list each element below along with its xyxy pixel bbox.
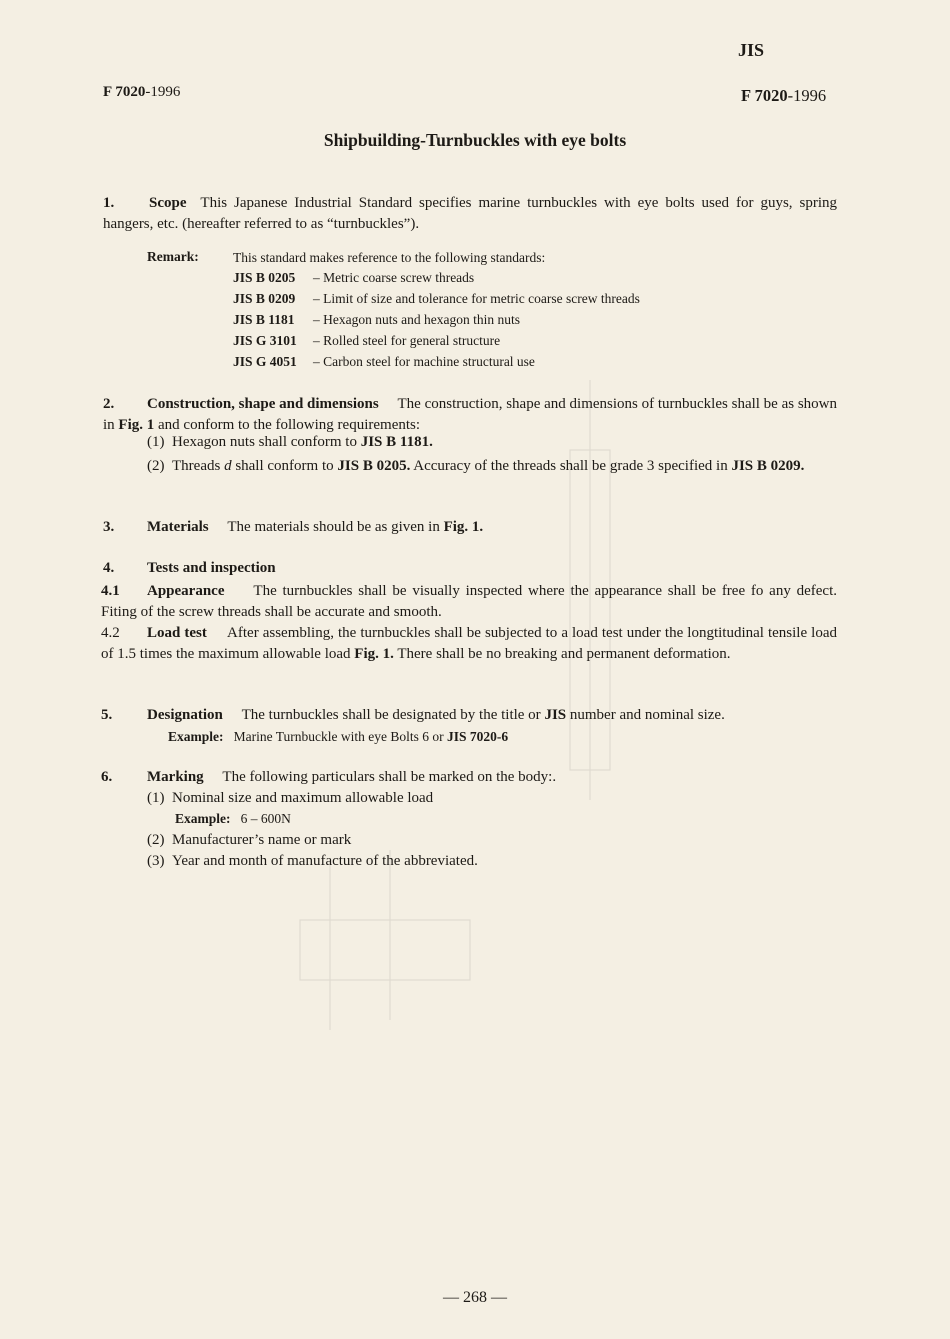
section-tests (103, 560, 276, 577)
reference-code: JIS G 3101 (233, 333, 297, 348)
header-left-number: F 7020 (103, 84, 146, 100)
subsection-text: The turnbuckles shall be visually inspected where the appearance shall be free fo any defect. Fiting of the screw threads shall be accurate and smooth. (101, 583, 837, 620)
item-text: Year and month of manufacture of the abbreviated. (172, 853, 478, 869)
section-heading: Scope (149, 195, 187, 211)
subsection-heading: Load test (147, 625, 207, 641)
example-text: Marine Turnbuckle with eye Bolts 6 or (233, 729, 447, 744)
item-number: (3) (147, 853, 165, 869)
item-reference: JIS B 1181. (360, 434, 433, 450)
item-number: (1) (147, 790, 165, 806)
requirement-item (147, 456, 837, 477)
reference-item (233, 354, 535, 370)
item-text-accuracy: Accuracy of the threads shall be grade 3 specified in (410, 458, 732, 474)
reference-item (233, 291, 640, 307)
header-left-year: -1996 (145, 84, 181, 100)
reference-desc: – Hexagon nuts and hexagon thin nuts (313, 312, 520, 327)
reference-item (233, 270, 474, 286)
header-left-code (103, 84, 180, 101)
section-heading: Tests and inspection (147, 560, 276, 576)
section-heading: Construction, shape and dimensions (147, 396, 379, 412)
figure-reference: Fig. 1 (118, 417, 155, 433)
requirement-item (147, 434, 433, 451)
figure-reference: Fig. 1. (354, 646, 394, 662)
section-number: 1. (103, 195, 115, 211)
section-materials (103, 519, 483, 536)
page-number: — 268 — (443, 1289, 507, 1306)
subsection-number: 4.1 (101, 583, 120, 599)
reference-item (233, 333, 500, 349)
item-reference: JIS B 0205. (337, 458, 411, 474)
item-number: (1) (147, 434, 165, 450)
subsection-text-continued: There shall be no breaking and permanent deformation. (393, 646, 731, 662)
section-text: The turnbuckles shall be designated by the title or (241, 707, 545, 723)
header-right-code (741, 86, 826, 106)
subsection-heading: Appearance (147, 583, 225, 599)
header-right-year: -1996 (787, 86, 827, 105)
section-text: The following particulars shall be marked on the body:. (222, 769, 557, 785)
jis-mark: JIS (738, 40, 765, 60)
item-text: Manufacturer’s name or mark (172, 832, 352, 848)
figure-reference: Fig. 1. (443, 519, 484, 535)
subsection-appearance (101, 581, 837, 623)
document-title: Shipbuilding-Turnbuckles with eye bolts (323, 130, 627, 150)
example-label: Example: (175, 811, 231, 826)
marking-item (147, 832, 351, 849)
item-number: (2) (147, 458, 165, 474)
section-number: 6. (101, 769, 113, 785)
section-text: The construction, shape and dimensions of turnbuckles shall be as shown in (103, 396, 838, 433)
example-text: 6 – 600N (240, 811, 291, 826)
section-text: This Japanese Industrial Standard specifies marine turnbuckles with eye bolts used for guys, spring hangers, etc. (hereafter referred to as “turnbuckles”). (103, 195, 837, 232)
header-right-number: F 7020 (741, 86, 788, 105)
section-scope (103, 193, 837, 235)
reference-code: JIS G 4051 (233, 354, 297, 369)
marking-example (175, 811, 291, 827)
reference-desc: – Metric coarse screw threads (313, 270, 475, 285)
section-number: 5. (101, 707, 113, 723)
section-number: 3. (103, 519, 115, 535)
marking-item (147, 853, 478, 870)
subsection-load-test (101, 623, 837, 665)
section-text-continued: and conform to the following requirements: (154, 417, 421, 433)
jis-reference: JIS (544, 707, 567, 723)
subsection-text: After assembling, the turnbuckles shall be subjected to a load test under the longtitudinal tensile load of 1.5 times the maximum allowable load (101, 625, 837, 662)
remark-text: This standard makes reference to the following standards: (233, 250, 546, 265)
reference-desc: – Rolled steel for general structure (313, 333, 501, 348)
item-text: Hexagon nuts shall conform to (172, 434, 361, 450)
section-designation (101, 707, 725, 724)
reference-code: JIS B 1181 (233, 312, 295, 327)
section-number: 4. (103, 560, 115, 576)
item-text-continued: shall conform to (231, 458, 338, 474)
section-number: 2. (103, 396, 115, 412)
section-marking (101, 769, 556, 786)
section-text: The materials should be as given in (227, 519, 444, 535)
designation-example (168, 729, 508, 745)
reference-desc: – Carbon steel for machine structural use (313, 354, 535, 369)
reference-desc: – Limit of size and tolerance for metric coarse screw threads (313, 291, 640, 306)
item-text: Threads (172, 458, 225, 474)
reference-code: JIS B 0209 (233, 291, 296, 306)
item-text: Nominal size and maximum allowable load (172, 790, 434, 806)
remark-label: Remark: (147, 249, 199, 264)
item-variable: d (224, 458, 232, 474)
marking-item (147, 790, 433, 807)
section-heading: Materials (147, 519, 209, 535)
reference-item (233, 312, 520, 328)
reference-code: JIS B 0205 (233, 270, 296, 285)
section-text-continued: number and nominal size. (566, 707, 725, 723)
section-construction (103, 394, 837, 436)
example-reference: JIS 7020-6 (446, 729, 509, 744)
section-heading: Marking (147, 769, 204, 785)
example-label: Example: (168, 729, 224, 744)
item-number: (2) (147, 832, 165, 848)
item-reference-2: JIS B 0209. (731, 458, 805, 474)
section-heading: Designation (147, 707, 223, 723)
subsection-number: 4.2 (101, 625, 120, 641)
